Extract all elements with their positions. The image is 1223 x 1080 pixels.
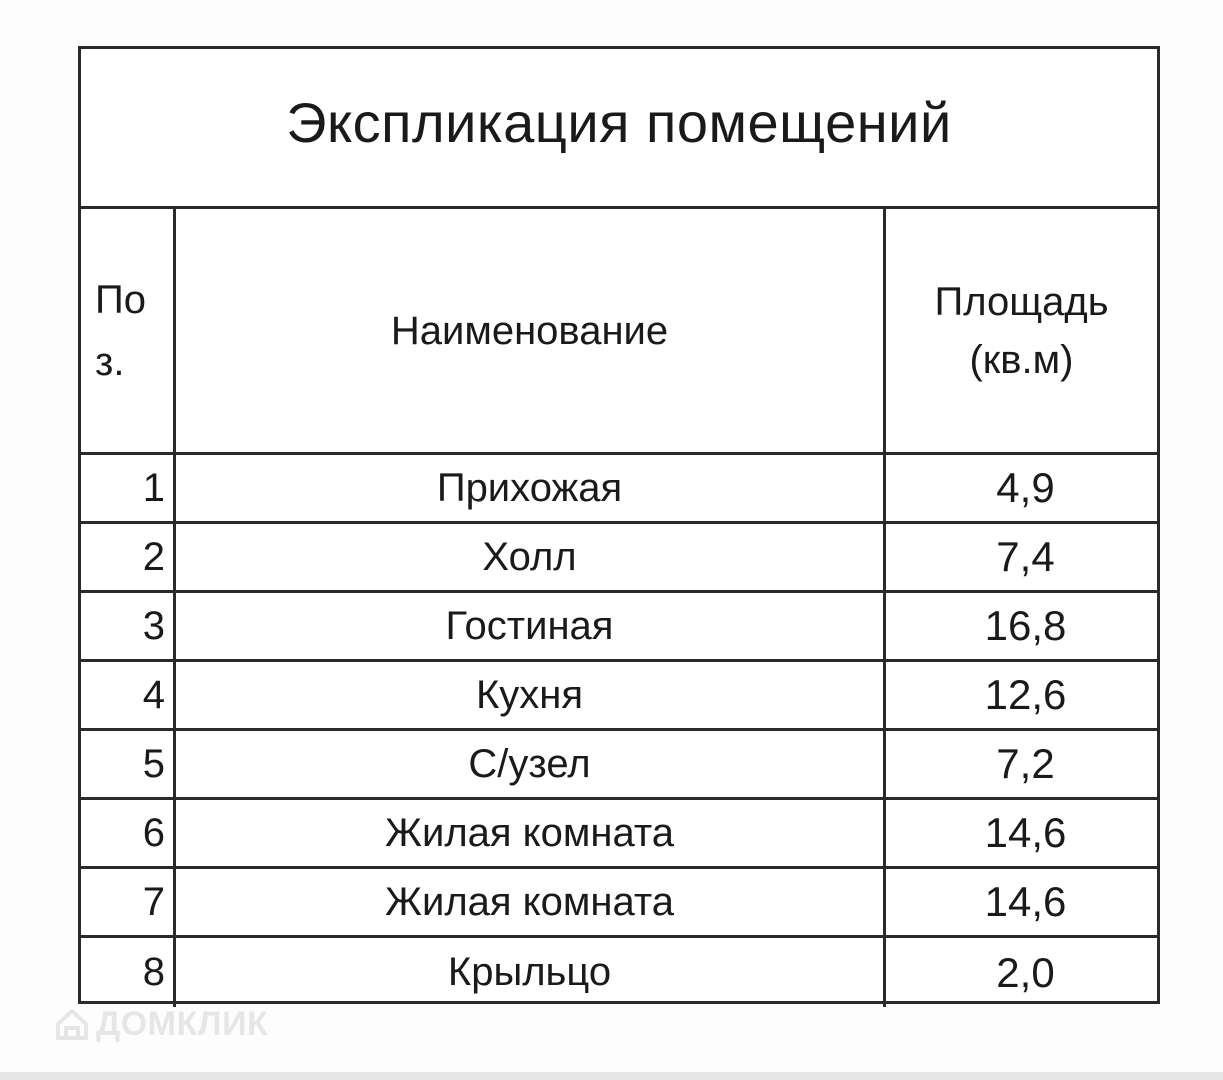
row-pos-cell: [81, 869, 176, 935]
row-area-cell: [886, 593, 1157, 659]
row-pos: 8: [142, 950, 165, 994]
row-pos: 6: [142, 810, 165, 855]
row-area: 7,4: [996, 533, 1055, 580]
row-pos-cell: [81, 524, 176, 590]
watermark-text: ДОМКЛИК: [96, 1004, 269, 1043]
row-pos: 5: [142, 741, 165, 786]
row-pos-cell: [81, 455, 176, 521]
row-area: 14,6: [984, 809, 1067, 856]
row-name: Крыльцо: [447, 950, 612, 994]
row-area-cell: [886, 524, 1157, 590]
row-pos-cell: [81, 800, 176, 866]
row-name-cell: [176, 455, 886, 521]
row-area-cell: [886, 455, 1157, 521]
row-area: 16,8: [984, 602, 1067, 649]
row-area-cell: [886, 662, 1157, 728]
row-name-cell: [176, 662, 886, 728]
row-name-cell: [176, 800, 886, 866]
row-name: Холл: [482, 534, 577, 579]
table-title: Экспликация помещений: [286, 91, 952, 154]
row-name: Прихожая: [436, 465, 623, 510]
table-body: [81, 209, 1157, 1007]
header-area-cell: [886, 209, 1157, 452]
row-pos: 2: [142, 534, 165, 579]
row-pos-cell: [81, 731, 176, 797]
bottom-edge: [0, 1072, 1223, 1080]
watermark: [52, 1004, 268, 1044]
row-area: 14,6: [984, 878, 1067, 925]
row-pos: 1: [142, 465, 165, 510]
row-area-cell: [886, 731, 1157, 797]
header-name-cell: [176, 209, 886, 452]
row-name-cell: [176, 869, 886, 935]
header-name: Наименование: [390, 308, 669, 353]
row-name-cell: [176, 524, 886, 590]
row-pos: 7: [142, 879, 165, 924]
table-row: [81, 593, 1157, 662]
row-pos: 3: [142, 603, 165, 648]
row-area: 12,6: [984, 671, 1067, 718]
header-pos-cell: [81, 209, 176, 452]
row-area-cell: [886, 869, 1157, 935]
house-logo-icon: [52, 1004, 92, 1044]
row-name-cell: [176, 593, 886, 659]
table-row: [81, 662, 1157, 731]
row-name-cell: [176, 731, 886, 797]
row-pos: 4: [142, 672, 165, 717]
row-name: Жилая комната: [385, 879, 674, 924]
table-row: [81, 800, 1157, 869]
row-name: Кухня: [475, 672, 584, 717]
table-row: [81, 869, 1157, 938]
row-area: 2,0: [996, 948, 1055, 996]
table-title-row: [81, 49, 1157, 209]
row-area-cell: [886, 938, 1157, 1007]
header-area-line1: Площадь: [934, 279, 1109, 324]
header-pos-line1: По: [95, 277, 146, 322]
row-name: Жилая комната: [385, 810, 674, 855]
explication-table: [78, 46, 1160, 1004]
row-pos-cell: [81, 938, 176, 1007]
row-name-cell: [176, 938, 886, 1007]
row-pos-cell: [81, 662, 176, 728]
table-row: [81, 455, 1157, 524]
row-area-cell: [886, 800, 1157, 866]
header-area-line2: (кв.м): [969, 337, 1074, 382]
row-name: С/узел: [468, 741, 591, 786]
table-row: [81, 524, 1157, 593]
table-row: [81, 938, 1157, 1007]
header-pos-line2: з.: [95, 339, 125, 384]
row-area: 4,9: [996, 464, 1055, 511]
row-area: 7,2: [996, 740, 1055, 787]
table-row: [81, 731, 1157, 800]
row-pos-cell: [81, 593, 176, 659]
table-header-row: [81, 209, 1157, 455]
row-name: Гостиная: [445, 603, 614, 648]
